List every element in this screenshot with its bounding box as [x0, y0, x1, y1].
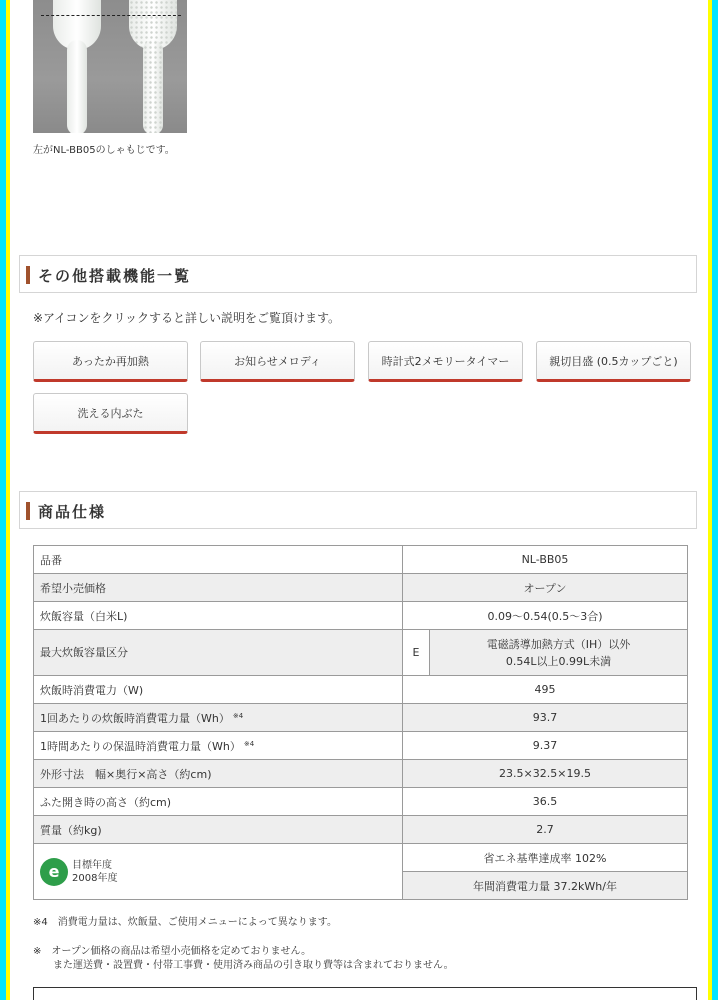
photo-caption: 左がNL-BB05のしゃもじです。 [33, 145, 175, 156]
specs-heading: 商品仕様 [38, 503, 107, 521]
table-row [34, 816, 688, 844]
spec-value: 0.09～0.54(0.5～3合) [403, 602, 688, 630]
spec-value: 93.7 [403, 704, 688, 732]
energy-mark [40, 858, 396, 886]
table-row [34, 602, 688, 630]
table-row [34, 844, 688, 872]
eco-mark-icon: e [40, 858, 68, 886]
shamoji-right-handle [143, 40, 163, 133]
next-section-box [33, 987, 697, 1000]
feature-button-scale[interactable]: 親切目盛 (0.5カップごと) [536, 341, 691, 382]
section-accent-bar [26, 266, 30, 284]
feature-button-reheat[interactable]: あったか再加熱 [33, 341, 188, 382]
features-note: ※アイコンをクリックすると詳しい説明をご覧頂けます。 [33, 311, 341, 325]
spec-label: 外形寸法 幅×奥行×高さ（約cm) [34, 760, 403, 788]
spec-category-line1: 電磁誘導加熱方式（IH）以外 [486, 637, 631, 651]
table-row [34, 760, 688, 788]
energy-annual: 年間消費電力量 37.2kWh/年 [403, 872, 688, 900]
footnote-4: ※4 消費電力量は、炊飯量、ご使用メニューによって異なります。 [33, 917, 337, 928]
features-heading: その他搭載機能一覧 [38, 267, 192, 285]
energy-target-label: 目標年度 [72, 859, 112, 871]
spec-category-code: E [403, 630, 430, 676]
spec-value: 2.7 [403, 816, 688, 844]
table-row [34, 788, 688, 816]
spec-label: 炊飯容量（白米L) [34, 602, 403, 630]
right-edge-decoration [708, 0, 718, 1000]
spec-label: 炊飯時消費電力（W) [34, 676, 403, 704]
footnote-open-price-2: また運送費・設置費・付帯工事費・使用済み商品の引き取り費等は含まれておりません。 [33, 960, 454, 971]
spec-value: 495 [403, 676, 688, 704]
left-edge-decoration [0, 0, 10, 1000]
spec-value: NL-BB05 [403, 546, 688, 574]
shamoji-left-handle [67, 40, 87, 133]
spec-label [34, 704, 403, 732]
energy-target [72, 859, 117, 885]
spec-label: 最大炊飯容量区分 [34, 630, 403, 676]
spec-label [34, 732, 403, 760]
spec-value: 9.37 [403, 732, 688, 760]
spec-label: 品番 [34, 546, 403, 574]
spec-label-text: 1時間あたりの保温時消費電力量（Wh） [40, 739, 241, 753]
spec-value: オープン [403, 574, 688, 602]
spec-value: 36.5 [403, 788, 688, 816]
features-section-header [19, 255, 697, 293]
spec-label-text: 1回あたりの炊飯時消費電力量（Wh） [40, 711, 230, 725]
feature-button-timer[interactable]: 時計式2メモリータイマー [368, 341, 523, 382]
shamoji-photo [33, 0, 187, 133]
footnote-open-price-1: ※ オープン価格の商品は希望小売価格を定めておりません。 [33, 946, 312, 957]
table-row [34, 704, 688, 732]
table-row [34, 732, 688, 760]
spec-label: 希望小売価格 [34, 574, 403, 602]
spec-label: ふた開き時の高さ（約cm) [34, 788, 403, 816]
energy-label-cell [34, 844, 403, 900]
feature-button-melody[interactable]: お知らせメロディ [200, 341, 355, 382]
energy-achievement: 省エネ基準達成率 102% [403, 844, 688, 872]
table-row [34, 676, 688, 704]
spec-value [430, 630, 688, 676]
spec-category-line2: 0.54L以上0.99L未満 [505, 654, 612, 668]
table-row [34, 574, 688, 602]
specs-section-header [19, 491, 697, 529]
footnote-mark: ※4 [243, 739, 255, 748]
spec-table [33, 545, 688, 900]
section-accent-bar [26, 502, 30, 520]
spec-value: 23.5×32.5×19.5 [403, 760, 688, 788]
photo-dashed-line [41, 15, 181, 16]
spec-label: 質量（約kg) [34, 816, 403, 844]
feature-button-washable-lid[interactable]: 洗える内ぶた [33, 393, 188, 434]
table-row [34, 546, 688, 574]
energy-target-year: 2008年度 [72, 872, 118, 884]
footnote-mark: ※4 [232, 711, 244, 720]
table-row [34, 630, 688, 676]
